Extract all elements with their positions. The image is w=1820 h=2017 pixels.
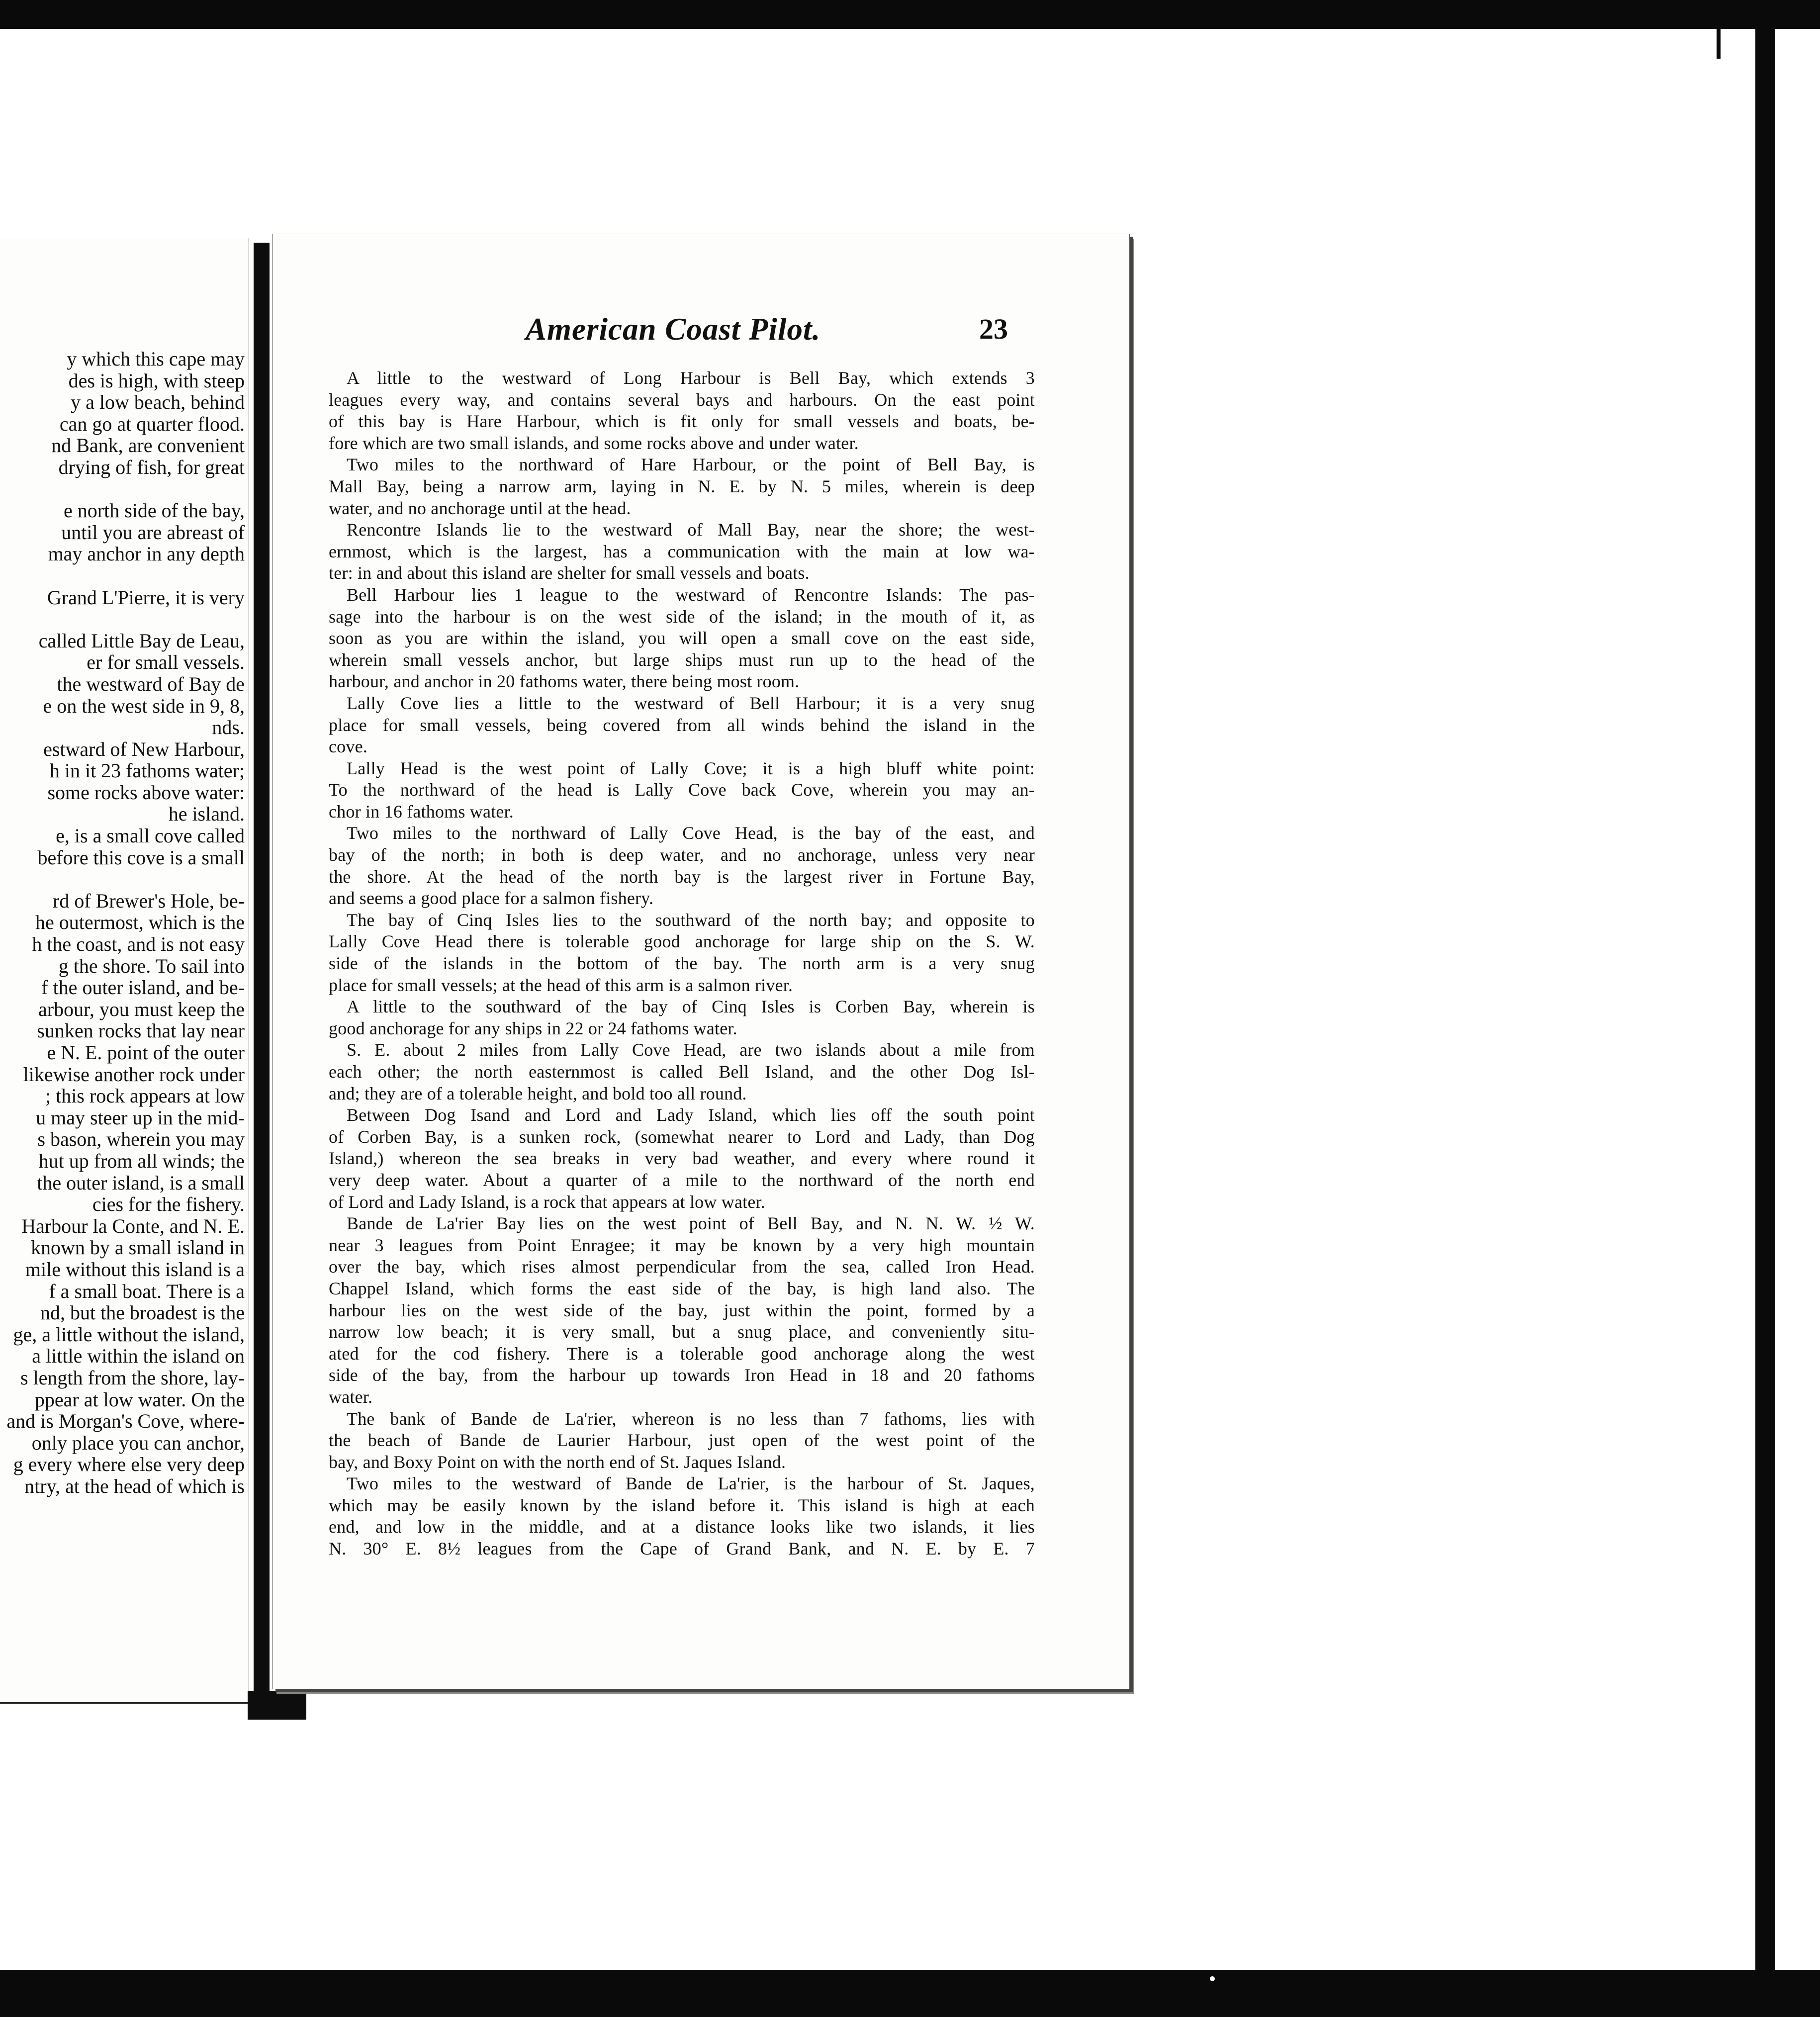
text-line: water, and no anchorage until at the head. — [329, 498, 631, 518]
text-line: water. — [329, 1386, 373, 1407]
left-page-lines — [0, 348, 245, 1497]
text-line: Bell Harbour lies 1 league to the westward of Rencontre Islands: The pas- — [347, 584, 1035, 605]
text-line: narrow low beach; it is very small, but a snug place, and conveniently situ- — [329, 1322, 1035, 1342]
left-page-line: ntry, at the head of which is — [24, 1474, 245, 1497]
left-page-line: cies for the fishery. — [92, 1193, 245, 1216]
left-page-line: likewise another rock under — [23, 1063, 245, 1086]
left-page-line — [0, 868, 245, 890]
text-line: sage into the harbour is on the west side of the island; in the mouth of it, as — [329, 606, 1035, 627]
left-page-line: h in it 23 fathoms water; — [49, 759, 245, 782]
left-page-line: f the outer island, and be- — [41, 976, 245, 999]
book-spine — [254, 243, 270, 1695]
scan-border-bottom — [0, 1970, 1820, 2017]
text-line: leagues every way, and contains several bays and harbours. On the east point — [329, 389, 1035, 410]
left-page-line: s bason, wherein you may — [37, 1128, 245, 1151]
left-page-line: arbour, you must keep the — [38, 998, 245, 1020]
text-line: bay, and Boxy Point on with the north end of St. Jaques Island. — [329, 1452, 786, 1472]
left-page-line: u may steer up in the mid- — [36, 1106, 245, 1129]
text-line: ernmost, which is the largest, has a communication with the main at low wa- — [329, 541, 1035, 561]
text-line: good anchorage for any ships in 22 or 24 fathoms water. — [329, 1018, 737, 1038]
book-spine-foot — [248, 1691, 306, 1720]
text-line: near 3 leagues from Point Enragee; it may be known by a very high mountain — [329, 1235, 1035, 1255]
running-head — [273, 311, 1129, 346]
left-page-line: called Little Bay de Leau, — [38, 629, 245, 652]
text-line: Lally Cove lies a little to the westward of Bell Harbour; it is a very snug — [347, 693, 1035, 713]
text-line: over the bay, which rises almost perpendicular from the sea, called Iron Head. — [329, 1257, 1035, 1277]
right-page — [273, 234, 1130, 1689]
left-page-line: some rocks above water: — [47, 781, 245, 804]
text-line: Lally Cove Head there is tolerable good anchorage for large ship on the S. W. — [329, 931, 1035, 952]
left-page-fragment — [0, 238, 249, 1704]
left-page-line: known by a small island in — [31, 1236, 245, 1259]
left-page-line: h the coast, and is not easy — [32, 933, 245, 956]
left-page-line: e N. E. point of the outer — [47, 1041, 245, 1064]
text-line: A little to the westward of Long Harbour is Bell Bay, which extends 3 — [347, 368, 1035, 388]
text-line: of Corben Bay, is a sunken rock, (somewhat nearer to Lord and Lady, than Dog — [329, 1126, 1035, 1147]
text-line: harbour lies on the west side of the bay, just within the point, formed by a — [329, 1300, 1035, 1320]
left-page-line: nds. — [212, 716, 245, 739]
text-line: cove. — [329, 736, 367, 757]
left-page-line: f a small boat. There is a — [49, 1280, 245, 1302]
text-line: harbour, and anchor in 20 fathoms water, there being most room. — [329, 671, 800, 692]
text-line: S. E. about 2 miles from Lally Cove Head, are two islands about a mile from — [347, 1040, 1035, 1060]
text-line: Mall Bay, being a narrow arm, laying in N. E. by N. 5 miles, wherein is deep — [329, 476, 1035, 496]
text-line: the shore. At the head of the north bay is the largest river in Fortune Bay, — [329, 866, 1035, 887]
text-line: Bande de La'rier Bay lies on the west point of Bell Bay, and N. N. W. ½ W. — [347, 1213, 1035, 1234]
left-page-line: er for small vessels. — [87, 651, 245, 674]
scan-border-notch — [1717, 29, 1721, 59]
scan-speck — [1210, 1976, 1215, 1981]
left-page-line: until you are abreast of — [61, 521, 245, 544]
left-page-line: he outermost, which is the — [35, 911, 245, 934]
text-line: end, and low in the middle, and at a distance looks like two islands, it lies — [329, 1517, 1035, 1537]
left-page-line: g every where else very deep — [13, 1453, 245, 1476]
left-page-line: the outer island, is a small — [37, 1171, 245, 1194]
left-page-line: e north side of the bay, — [64, 499, 245, 522]
left-page-line: y which this cape may — [67, 348, 245, 370]
text-line: very deep water. About a quarter of a mile to the northward of the north end — [329, 1170, 1035, 1190]
left-page-line: may anchor in any depth — [48, 543, 245, 565]
page-title: American Coast Pilot. — [526, 312, 821, 347]
text-line: ter: in and about this island are shelter for small vessels and boats. — [329, 563, 810, 583]
left-page-line — [0, 608, 245, 630]
text-line: Between Dog Isand and Lord and Lady Island, which lies off the south point — [347, 1105, 1035, 1125]
left-page-line: the westward of Bay de — [57, 672, 245, 695]
text-line: of this bay is Hare Harbour, which is fit only for small vessels and boats, be- — [329, 411, 1035, 432]
text-line: place for small vessels, being covered from all winds behind the island in the — [329, 715, 1035, 735]
scan-border-top — [0, 0, 1820, 29]
page-number: 23 — [979, 313, 1008, 345]
left-page-line: e on the west side in 9, 8, — [43, 694, 245, 717]
text-line: Chappel Island, which forms the east side of the bay, is high land also. The — [329, 1278, 1035, 1298]
left-page-line: y a low beach, behind — [71, 391, 245, 414]
text-line: which may be easily known by the island before it. This island is high at each — [329, 1495, 1035, 1515]
left-page-line: hut up from all winds; the — [38, 1149, 245, 1172]
text-line: Two miles to the northward of Lally Cove Head, is the bay of the east, and — [347, 823, 1035, 843]
text-line: Lally Head is the west point of Lally Cove; it is a high bluff white point: — [347, 758, 1035, 778]
text-line: Island,) whereon the sea breaks in very bad weather, and every where round it — [329, 1148, 1035, 1169]
text-line: each other; the north easternmost is called Bell Island, and the other Dog Isl- — [329, 1062, 1035, 1082]
text-line: The bay of Cinq Isles lies to the southward of the north bay; and opposite to — [347, 910, 1035, 930]
left-page-line: Grand L'Pierre, it is very — [47, 586, 245, 609]
text-line: wherein small vessels anchor, but large ships must run up to the head of the — [329, 649, 1035, 670]
left-page-line: only place you can anchor, — [31, 1431, 245, 1454]
left-page-line: ppear at low water. On the — [34, 1388, 245, 1411]
left-page-line: before this cove is a small — [37, 846, 245, 869]
text-line: the beach of Bande de Laurier Harbour, just open of the west point of the — [329, 1430, 1035, 1451]
text-line: side of the bay, from the harbour up towards Iron Head in 18 and 20 fathoms — [329, 1365, 1035, 1385]
body-text — [329, 367, 1035, 1560]
left-page-line — [0, 565, 245, 587]
text-line: To the northward of the head is Lally Cove back Cove, wherein you may an- — [329, 780, 1035, 800]
text-line: bay of the north; in both is deep water, and no anchorage, unless very near — [329, 845, 1035, 865]
left-page-line: sunken rocks that lay near — [37, 1019, 245, 1042]
left-page-line: he island. — [168, 803, 245, 825]
left-page-line: nd Bank, are convenient — [51, 434, 245, 457]
text-line: place for small vessels; at the head of this arm is a salmon river. — [329, 975, 793, 995]
left-page-line: and is Morgan's Cove, where- — [6, 1410, 245, 1433]
text-line: Two miles to the westward of Bande de La'rier, is the harbour of St. Jaques, — [347, 1473, 1035, 1494]
left-page-line: s length from the shore, lay- — [20, 1366, 245, 1389]
text-line: Two miles to the northward of Hare Harbour, or the point of Bell Bay, is — [347, 455, 1035, 475]
left-page-line: ; this rock appears at low — [45, 1085, 245, 1107]
text-line: side of the islands in the bottom of the bay. The north arm is a very snug — [329, 953, 1035, 974]
text-line: of Lord and Lady Island, is a rock that appears at low water. — [329, 1192, 765, 1212]
left-page-line: ge, a little without the island, — [13, 1323, 245, 1346]
left-page-line: nd, but the broadest is the — [40, 1301, 245, 1324]
left-page-line: des is high, with steep — [68, 369, 245, 392]
left-page-line: g the shore. To sail into — [58, 954, 245, 977]
text-line: chor in 16 fathoms water. — [329, 801, 514, 822]
text-line: Rencontre Islands lie to the westward of Mall Bay, near the shore; the west- — [347, 520, 1035, 540]
left-page-line: estward of New Harbour, — [43, 737, 245, 760]
text-line: fore which are two small islands, and some rocks above and under water. — [329, 433, 859, 453]
text-line: soon as you are within the island, you will open a small cove on the east side, — [329, 628, 1035, 648]
left-page-line: can go at quarter flood. — [59, 412, 245, 435]
left-page-line: a little within the island on — [32, 1345, 245, 1368]
text-line: and; they are of a tolerable height, and bold too all round. — [329, 1083, 747, 1103]
text-line: and seems a good place for a salmon fishery. — [329, 888, 654, 909]
text-line: A little to the southward of the bay of Cinq Isles is Corben Bay, wherein is — [347, 997, 1035, 1017]
left-page-line: mile without this island is a — [25, 1258, 245, 1281]
left-page-line: drying of fish, for great — [58, 456, 245, 478]
left-page-line: Harbour la Conte, and N. E. — [21, 1214, 245, 1237]
scan-border-right — [1755, 29, 1775, 1970]
left-page-line: e, is a small cove called — [56, 825, 245, 847]
left-page-line — [0, 478, 245, 500]
left-page-line: rd of Brewer's Hole, be- — [53, 889, 245, 912]
text-line: The bank of Bande de La'rier, whereon is no less than 7 fathoms, lies with — [347, 1408, 1035, 1429]
text-line: ated for the cod fishery. There is a tolerable good anchorage along the west — [329, 1343, 1035, 1364]
text-line: N. 30° E. 8½ leagues from the Cape of Grand Bank, and N. E. by E. 7 — [329, 1539, 1035, 1559]
